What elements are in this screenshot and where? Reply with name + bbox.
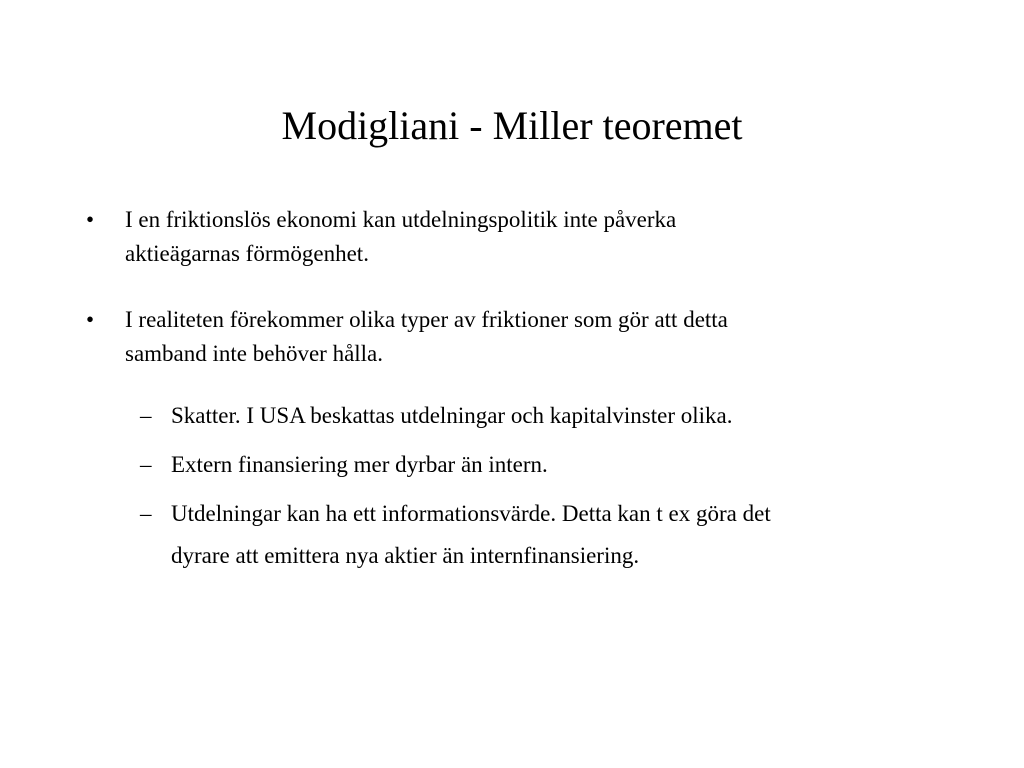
bullet-line: I realiteten förekommer olika typer av friktioner som gör att detta <box>125 307 728 332</box>
sub-bullet-text <box>171 444 931 486</box>
bullet-line: samband inte behöver hålla. <box>125 341 384 366</box>
sub-bullet-text <box>171 395 931 437</box>
sub-bullet-marker: – <box>140 452 152 477</box>
sub-bullet-line: dyrare att emittera nya aktier än internfinansiering. <box>171 543 640 568</box>
bullet-text <box>125 203 885 271</box>
slide-title: Modigliani - Miller teoremet <box>281 103 743 148</box>
bullet-line: aktieägarnas förmögenhet. <box>125 241 369 266</box>
bullet-text <box>125 303 885 371</box>
sub-bullet-line: Utdelningar kan ha ett informationsvärde. Detta kan t ex göra det <box>171 501 771 526</box>
bullet-marker: • <box>86 207 95 232</box>
bullet-line: I en friktionslös ekonomi kan utdelningspolitik inte påverka <box>125 207 677 232</box>
sub-bullet-marker: – <box>140 403 152 428</box>
bullet-marker: • <box>86 307 95 332</box>
sub-bullet-line: Skatter. I USA beskattas utdelningar och kapitalvinster olika. <box>171 403 733 428</box>
sub-bullet-line: Extern finansiering mer dyrbar än intern. <box>171 452 548 477</box>
sub-bullet-text <box>171 493 931 577</box>
sub-bullet-marker: – <box>140 501 152 526</box>
